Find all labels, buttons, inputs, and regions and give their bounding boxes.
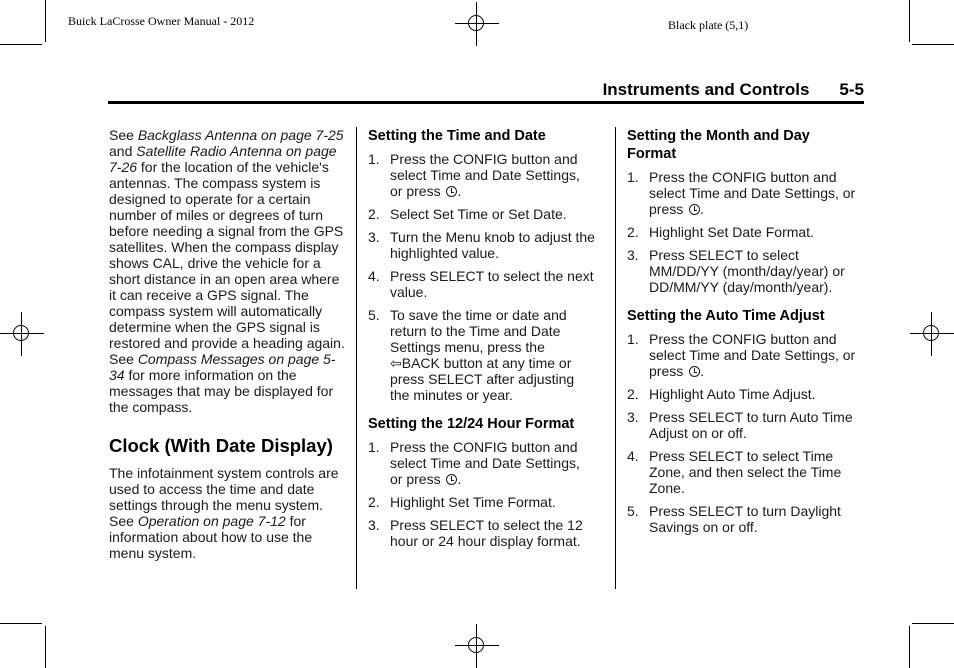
page-header bbox=[440, 80, 864, 100]
column-2 bbox=[368, 127, 596, 556]
cross-reference: Compass Messages on page 5-34 bbox=[109, 351, 336, 383]
crop-mark bbox=[912, 44, 954, 45]
list-item: 3. Press SELECT to select MM/DD/YY (month/day/year) or DD/MM/YY (day/month/year). bbox=[627, 247, 845, 295]
column-divider bbox=[615, 127, 616, 589]
crop-mark bbox=[45, 0, 46, 42]
list-item: 2. Highlight Set Time Format. bbox=[368, 494, 556, 510]
registration-mark-icon bbox=[455, 2, 499, 46]
registration-mark-icon bbox=[910, 312, 954, 356]
subsection-heading: Setting the Time and Date bbox=[368, 128, 546, 144]
page-number: 5-5 bbox=[839, 80, 864, 99]
subsection-heading: Setting the Auto Time Adjust bbox=[627, 308, 825, 324]
list-item: 2. Select Set Time or Set Date. bbox=[368, 206, 567, 222]
list-item: 3. Press SELECT to turn Auto Time Adjust on or off. bbox=[627, 409, 853, 441]
list-item: 4. Press SELECT to select Time Zone, and then select the Time Zone. bbox=[627, 448, 842, 496]
list-item: 5. To save the time or date and return to the Time and Date Settings menu, press the ⇦BACK button at any time or press SELECT after adjusting the minutes or year. bbox=[368, 307, 575, 403]
subsection-heading: Setting the Month and Day Format bbox=[627, 128, 810, 162]
crop-mark bbox=[912, 623, 954, 624]
list-item: 1. Press the CONFIG button and select Time and Date Settings, or press . bbox=[627, 331, 856, 379]
list-item: 4. Press SELECT to select the next value. bbox=[368, 268, 594, 300]
list-item: 2. Highlight Set Date Format. bbox=[627, 224, 814, 240]
plate-label: Black plate (5,1) bbox=[668, 18, 749, 32]
steps-list bbox=[368, 151, 596, 403]
cross-reference: Backglass Antenna on page 7-25 bbox=[137, 127, 344, 143]
compass-paragraph: See Backglass Antenna on page 7-25 and Satellite Radio Antenna on page 7-26 for the location of the vehicle's antennas. The compass system is designed to operate for a certain number of miles or degrees of turn before needing a signal from the GPS satellites. When the compass display shows CAL, drive the vehicle for a short distance in an open area where it can receive a GPS signal. The compass system will automatically determine when the GPS signal is restored and provide a heading again. See Compass Messages on page 5-34 for more information on the messages that may be displayed for the compass. bbox=[109, 127, 345, 415]
cross-reference: Operation on page 7-12 bbox=[137, 513, 286, 529]
subsection-heading: Setting the 12/24 Hour Format bbox=[368, 416, 575, 432]
list-item: 3. Press SELECT to select the 12 hour or 24 hour display format. bbox=[368, 517, 583, 549]
header-rule bbox=[108, 101, 864, 104]
registration-mark-icon bbox=[455, 624, 499, 668]
clock-icon bbox=[446, 186, 457, 197]
steps-list bbox=[368, 439, 596, 549]
steps-list bbox=[627, 331, 863, 535]
list-item: 5. Press SELECT to turn Daylight Savings on or off. bbox=[627, 503, 841, 535]
clock-icon bbox=[689, 366, 700, 377]
manual-title: Buick LaCrosse Owner Manual - 2012 bbox=[68, 14, 255, 28]
column-divider bbox=[356, 127, 357, 589]
crop-mark bbox=[909, 626, 910, 668]
column-1 bbox=[109, 127, 349, 561]
list-item: 1. Press the CONFIG button and select Time and Date Settings, or press . bbox=[368, 439, 580, 487]
clock-icon bbox=[446, 474, 457, 485]
list-item: 3. Turn the Menu knob to adjust the highlighted value. bbox=[368, 229, 595, 261]
clock-paragraph: The infotainment system controls are used to access the time and date settings through the menu system. See Operation on page 7-12 for information about how to use the menu system. bbox=[109, 465, 339, 561]
crop-mark bbox=[909, 0, 910, 42]
section-heading: Clock (With Date Display) bbox=[109, 435, 333, 456]
cross-reference: Satellite Radio Antenna on page 7-26 bbox=[109, 143, 337, 175]
crop-mark bbox=[0, 44, 42, 45]
clock-icon bbox=[689, 204, 700, 215]
list-item: 2. Highlight Auto Time Adjust. bbox=[627, 386, 816, 402]
steps-list bbox=[627, 169, 863, 295]
crop-mark bbox=[0, 623, 42, 624]
section-title: Instruments and Controls bbox=[602, 80, 810, 99]
crop-mark bbox=[45, 626, 46, 668]
back-arrow-icon: ⇦ bbox=[390, 355, 402, 371]
list-item: 1. Press the CONFIG button and select Time and Date Settings, or press . bbox=[368, 151, 580, 199]
list-item: 1. Press the CONFIG button and select Time and Date Settings, or press . bbox=[627, 169, 856, 217]
column-3 bbox=[627, 127, 863, 542]
registration-mark-icon bbox=[0, 312, 44, 356]
